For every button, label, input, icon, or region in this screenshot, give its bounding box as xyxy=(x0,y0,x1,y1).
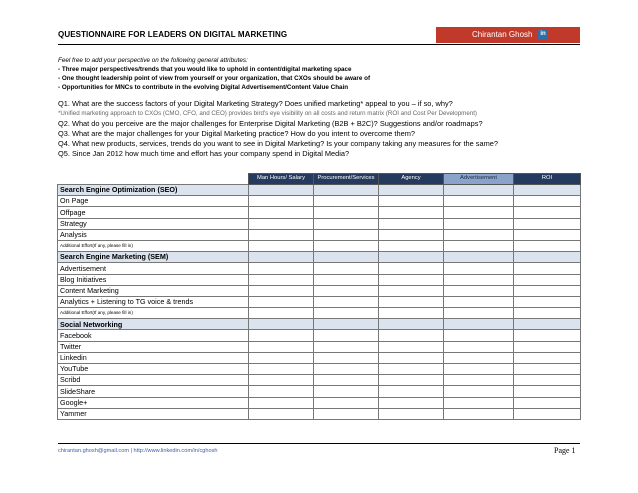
input-cell[interactable] xyxy=(314,408,379,419)
input-cell[interactable] xyxy=(444,397,514,408)
input-cell[interactable] xyxy=(514,229,581,240)
input-cell[interactable] xyxy=(514,375,581,386)
intro-bullet: - One thought leadership point of view from yourself or your organization, that CXOs should be aware of xyxy=(58,75,371,82)
input-cell[interactable] xyxy=(514,196,581,207)
input-cell[interactable] xyxy=(444,352,514,363)
input-cell[interactable] xyxy=(249,196,314,207)
input-cell[interactable] xyxy=(514,364,581,375)
row-label: Linkedin xyxy=(58,352,249,363)
input-cell[interactable] xyxy=(379,196,444,207)
question-2: Q2. What do you perceive are the major challenges for Enterprise Digital Marketing (B2B + B2C)? Suggestions and/or roadmaps? xyxy=(58,118,483,128)
input-cell[interactable] xyxy=(314,330,379,341)
column-header: Procurement/Services xyxy=(314,174,379,185)
table-row xyxy=(58,196,581,207)
row-label: Analysis xyxy=(58,229,249,240)
column-header-row xyxy=(58,174,581,185)
input-cell[interactable] xyxy=(444,218,514,229)
input-cell[interactable] xyxy=(514,386,581,397)
column-header: Advertisement xyxy=(444,174,514,185)
input-cell[interactable] xyxy=(249,285,314,296)
author-banner xyxy=(436,27,580,43)
input-cell[interactable] xyxy=(249,386,314,397)
input-cell[interactable] xyxy=(514,274,581,285)
input-cell[interactable] xyxy=(314,341,379,352)
input-cell[interactable] xyxy=(379,352,444,363)
input-cell[interactable] xyxy=(249,397,314,408)
questions-section xyxy=(58,99,583,160)
section-header-seo xyxy=(58,185,581,196)
input-cell[interactable] xyxy=(379,274,444,285)
section-header-sem xyxy=(58,252,581,263)
row-label: On Page xyxy=(58,196,249,207)
row-label: Twitter xyxy=(58,341,249,352)
input-cell[interactable] xyxy=(249,330,314,341)
input-cell[interactable] xyxy=(314,207,379,218)
table-row xyxy=(58,207,581,218)
section-title: Search Engine Marketing (SEM) xyxy=(58,252,249,263)
table-row xyxy=(58,296,581,307)
input-cell[interactable] xyxy=(314,352,379,363)
input-cell[interactable] xyxy=(444,308,514,319)
linkedin-icon[interactable]: in xyxy=(538,30,548,39)
question-5: Q5. Since Jan 2012 how much time and effort has your company spend in Digital Media? xyxy=(58,149,350,159)
row-label: Strategy xyxy=(58,218,249,229)
input-cell[interactable] xyxy=(249,308,314,319)
question-3: Q3. What are the major challenges for your Digital Marketing practice? How do you intent to overcome them? xyxy=(58,128,415,138)
row-label: Content Marketing xyxy=(58,285,249,296)
section-title: Search Engine Optimization (SEO) xyxy=(58,185,249,196)
input-cell[interactable] xyxy=(249,352,314,363)
table-row xyxy=(58,375,581,386)
column-header: Agency xyxy=(379,174,444,185)
input-cell[interactable] xyxy=(444,229,514,240)
table-row xyxy=(58,218,581,229)
input-cell[interactable] xyxy=(379,296,444,307)
input-cell[interactable] xyxy=(314,296,379,307)
input-cell[interactable] xyxy=(249,375,314,386)
row-label: Facebook xyxy=(58,330,249,341)
table-row xyxy=(58,229,581,240)
input-cell[interactable] xyxy=(514,408,581,419)
input-cell[interactable] xyxy=(379,207,444,218)
effort-table xyxy=(57,173,581,420)
input-cell[interactable] xyxy=(314,386,379,397)
column-header: Man Hours/ Salary xyxy=(249,174,314,185)
input-cell[interactable] xyxy=(314,229,379,240)
input-cell[interactable] xyxy=(444,386,514,397)
row-label: Advertisement xyxy=(58,263,249,274)
table-row xyxy=(58,263,581,274)
input-cell[interactable] xyxy=(314,263,379,274)
document-title: QUESTIONNAIRE FOR LEADERS ON DIGITAL MARKETING xyxy=(58,30,288,39)
input-cell[interactable] xyxy=(249,364,314,375)
input-cell[interactable] xyxy=(379,364,444,375)
input-cell[interactable] xyxy=(314,375,379,386)
input-cell[interactable] xyxy=(379,330,444,341)
input-cell[interactable] xyxy=(379,408,444,419)
input-cell[interactable] xyxy=(314,308,379,319)
intro-bullet: - Opportunities for MNCs to contribute in the evolving Digital Advertisement/Content Value Chain xyxy=(58,84,349,91)
section-header-social xyxy=(58,319,581,330)
table-row xyxy=(58,386,581,397)
intro-bullet: - Three major perspectives/trends that you would like to uphold in content/digital marketing space xyxy=(58,66,352,73)
input-cell[interactable] xyxy=(249,218,314,229)
row-label: Additional Effort(If any, please fill in) xyxy=(58,240,249,251)
table-row xyxy=(58,397,581,408)
input-cell[interactable] xyxy=(514,240,581,251)
row-label: Blog Initiatives xyxy=(58,274,249,285)
input-cell[interactable] xyxy=(379,308,444,319)
column-header: ROI xyxy=(514,174,581,185)
table-row xyxy=(58,285,581,296)
table-row xyxy=(58,364,581,375)
row-label: Analytics + Listening to TG voice & trends xyxy=(58,296,249,307)
input-cell[interactable] xyxy=(379,397,444,408)
header-rule xyxy=(58,44,580,45)
input-cell[interactable] xyxy=(379,263,444,274)
input-cell[interactable] xyxy=(444,296,514,307)
input-cell[interactable] xyxy=(379,218,444,229)
input-cell[interactable] xyxy=(444,274,514,285)
input-cell[interactable] xyxy=(249,341,314,352)
page-number: Page 1 xyxy=(554,446,576,455)
section-title: Social Networking xyxy=(58,319,249,330)
input-cell[interactable] xyxy=(514,308,581,319)
row-label: YouTube xyxy=(58,364,249,375)
input-cell[interactable] xyxy=(444,341,514,352)
input-cell[interactable] xyxy=(444,207,514,218)
input-cell[interactable] xyxy=(379,240,444,251)
intro-section xyxy=(58,56,583,92)
input-cell[interactable] xyxy=(314,364,379,375)
row-label: Offpage xyxy=(58,207,249,218)
input-cell[interactable] xyxy=(379,375,444,386)
row-label: Scribd xyxy=(58,375,249,386)
input-cell[interactable] xyxy=(444,408,514,419)
input-cell[interactable] xyxy=(514,397,581,408)
input-cell[interactable] xyxy=(249,408,314,419)
input-cell[interactable] xyxy=(444,240,514,251)
input-cell[interactable] xyxy=(379,386,444,397)
input-cell[interactable] xyxy=(314,240,379,251)
input-cell[interactable] xyxy=(314,196,379,207)
input-cell[interactable] xyxy=(249,240,314,251)
input-cell[interactable] xyxy=(249,207,314,218)
author-name: Chirantan Ghosh xyxy=(472,30,533,39)
question-1: Q1. What are the success factors of your Digital Marketing Strategy? Does unified marketing* appeal to you – if so, why? xyxy=(58,99,453,108)
row-label: Additional Effort(If any, please fill in) xyxy=(58,308,249,319)
input-cell[interactable] xyxy=(379,229,444,240)
intro-lead: Feel free to add your perspective on the following general attributes: xyxy=(58,57,248,64)
input-cell[interactable] xyxy=(514,296,581,307)
input-cell[interactable] xyxy=(314,274,379,285)
input-cell[interactable] xyxy=(514,352,581,363)
table-row xyxy=(58,341,581,352)
table-row xyxy=(58,274,581,285)
table-row-additional xyxy=(58,240,581,251)
input-cell[interactable] xyxy=(314,218,379,229)
input-cell[interactable] xyxy=(514,285,581,296)
footer-contact-link[interactable]: chirantan.ghosh@gmail.com | http://www.linkedin.com/in/cghosh xyxy=(58,448,218,454)
row-label: SlideShare xyxy=(58,386,249,397)
input-cell[interactable] xyxy=(444,364,514,375)
input-cell[interactable] xyxy=(314,285,379,296)
input-cell[interactable] xyxy=(514,330,581,341)
question-4: Q4. What new products, services, trends do you want to see in Digital Marketing? Is your company taking any measures for the same? xyxy=(58,139,498,149)
input-cell[interactable] xyxy=(444,263,514,274)
input-cell[interactable] xyxy=(444,330,514,341)
table-row-additional xyxy=(58,308,581,319)
input-cell[interactable] xyxy=(249,263,314,274)
input-cell[interactable] xyxy=(249,274,314,285)
footer-rule xyxy=(58,443,580,444)
input-cell[interactable] xyxy=(514,341,581,352)
table-row xyxy=(58,408,581,419)
row-label: Google+ xyxy=(58,397,249,408)
input-cell[interactable] xyxy=(444,285,514,296)
question-1-note: *Unified marketing approach to CXOs (CMO, CFO, and CEO) provides bird's eye visibility on all costs and return matrix (ROI and Cost Per Development) xyxy=(58,110,477,118)
input-cell[interactable] xyxy=(314,397,379,408)
input-cell[interactable] xyxy=(379,341,444,352)
input-cell[interactable] xyxy=(514,207,581,218)
table-row xyxy=(58,352,581,363)
input-cell[interactable] xyxy=(249,296,314,307)
row-label: Yammer xyxy=(58,408,249,419)
input-cell[interactable] xyxy=(444,196,514,207)
input-cell[interactable] xyxy=(379,285,444,296)
input-cell[interactable] xyxy=(249,229,314,240)
input-cell[interactable] xyxy=(444,375,514,386)
input-cell[interactable] xyxy=(514,263,581,274)
input-cell[interactable] xyxy=(514,218,581,229)
table-row xyxy=(58,330,581,341)
